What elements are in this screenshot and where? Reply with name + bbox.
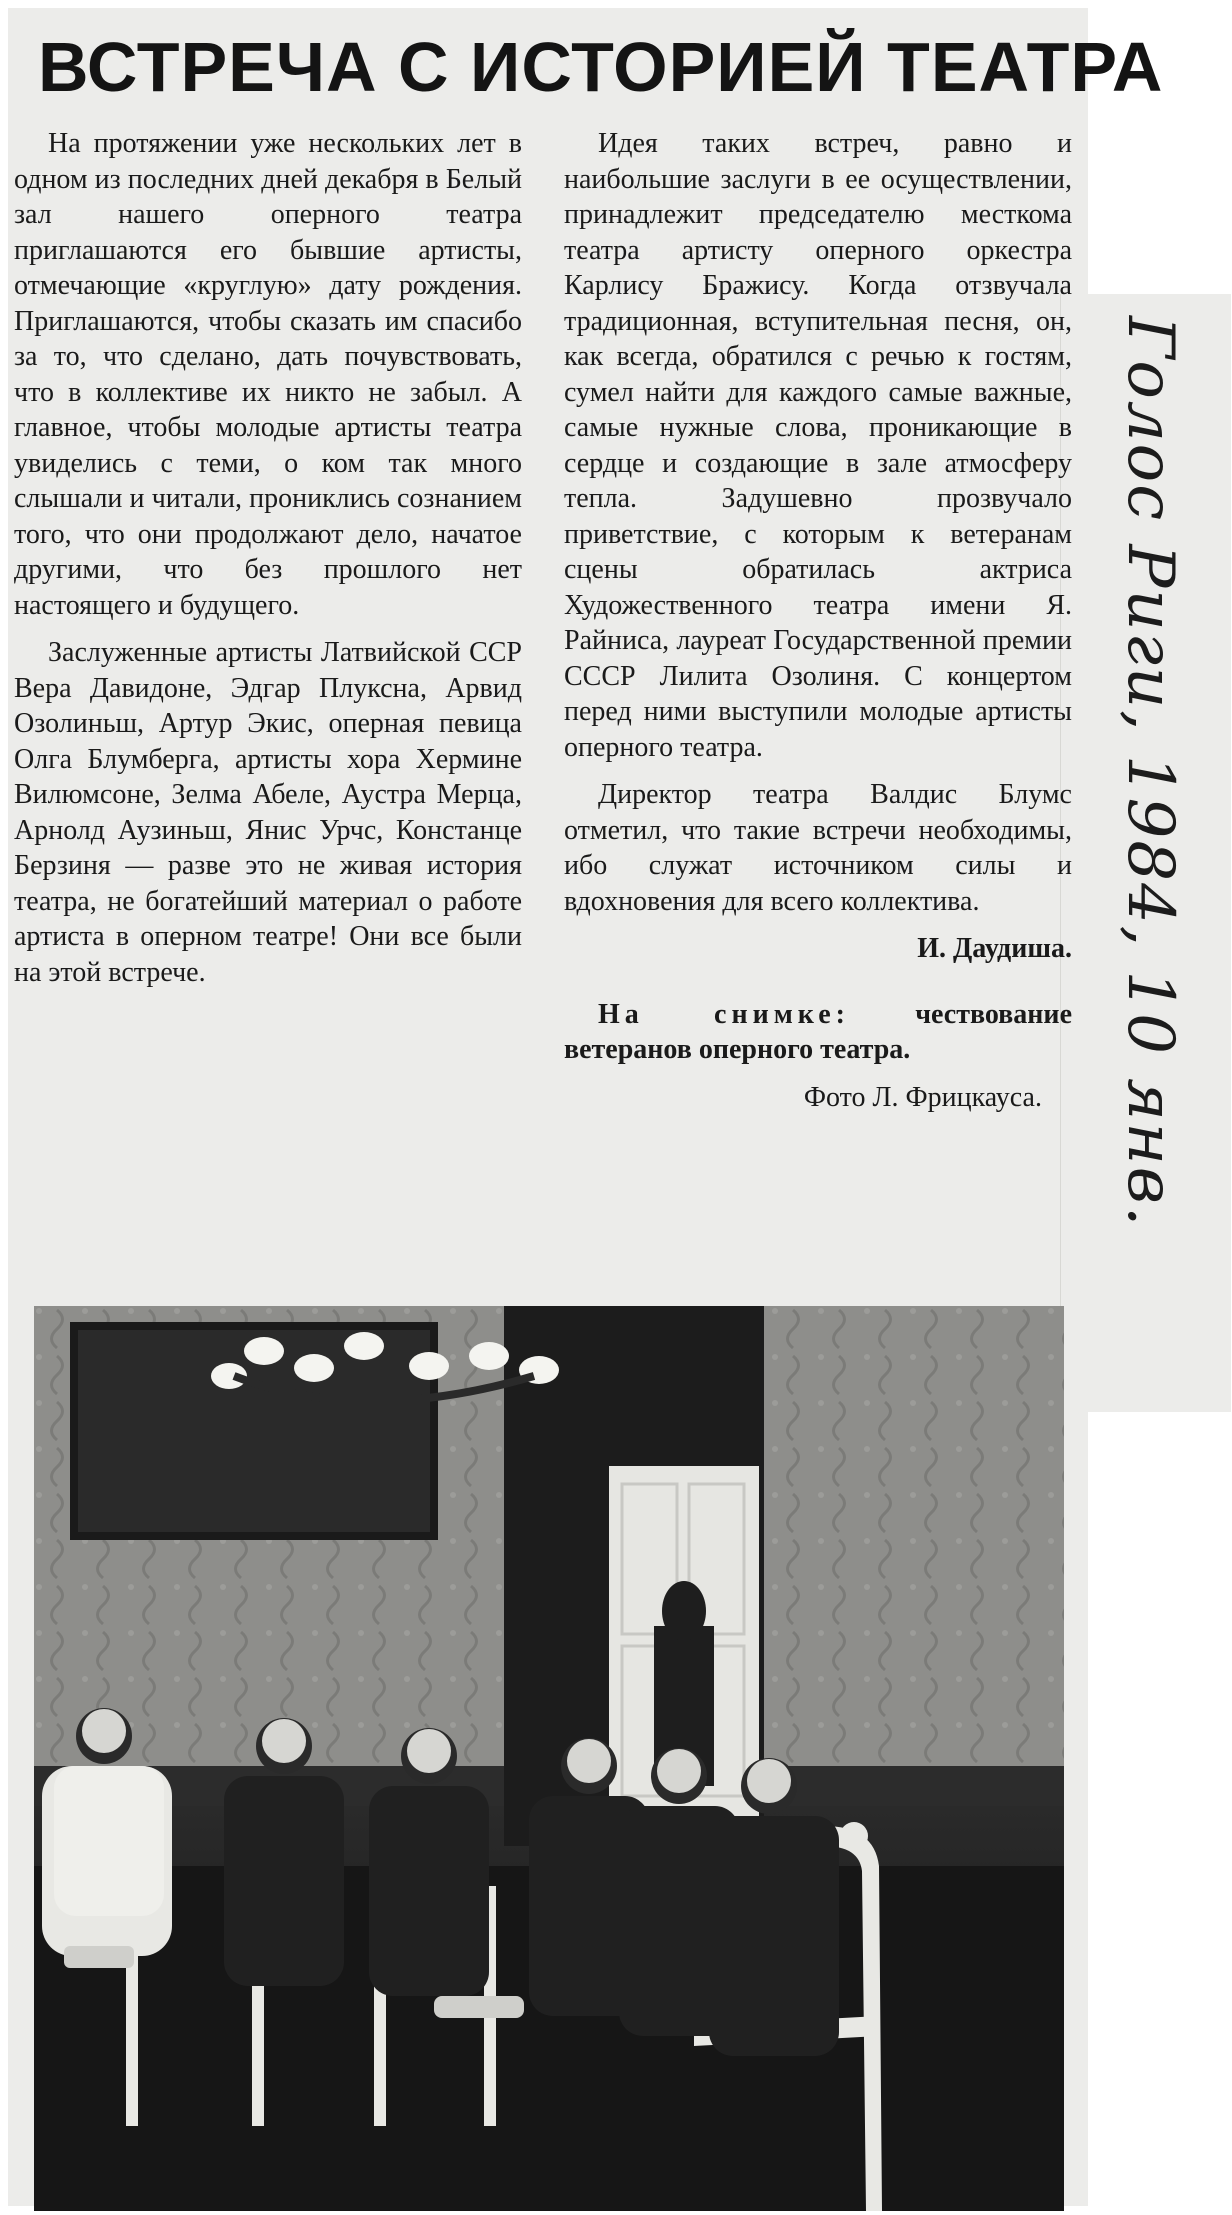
paragraph: На протяжении уже нескольких лет в одном из последних дней декабря в Белый зал нашего оперного театра приглашаются его бывшие артисты, отмечающие «круглую» дату рождения. Приглашаются, чтобы сказать им спасибо за то, что сделано, дать почувствовать, что в коллективе их никто не забыл. А главное, чтобы молодые артисты театра увиделись с теми, о ком так много слышали и читали, прониклись сознанием того, что они продолжают дело, начатое другими, что без прошлого нет настоящего и будущего. <box>14 128 522 621</box>
paragraph: Идея таких встреч, равно и наибольшие заслуги в ее осуществлении, принадлежит председателю месткома театра артисту оперного оркестра Карлису Бражису. Когда отзвучала традиционная, вступительная песня, он, как всегда, обратился с речью к гостям, сумел найти для каждого самые важные, самые нужные слова, проникающие в сердце и создающие в зале атмосферу тепла. Задушевно прозвучало приветствие, с которым к ветеранам сцены обратилась актриса Художественного театра имени Я. Райниса, лауреат Государственной премии СССР Лилита Озолиня. С концертом перед ними выступили молодые артисты оперного театра. <box>564 128 1072 763</box>
photo-credit: Фото Л. Фрицкауса. <box>803 1081 1042 1113</box>
photo-caption <box>564 997 1072 1068</box>
headline: ВСТРЕЧА С ИСТОРИЕЙ ТЕАТРА <box>38 28 1164 106</box>
paragraph: Директор театра Валдис Блумс отметил, что такие встречи необходимы, ибо служат источником силы и вдохновения для всего коллектива. <box>564 779 1072 917</box>
article-left-column <box>14 126 522 1002</box>
press-photo <box>34 1306 1064 2211</box>
press-photo-image <box>34 1306 1064 2211</box>
handwritten-note-text: Голос Риги, 1984, 10 янв. <box>1113 316 1187 1229</box>
author-byline: И. Даудиша. <box>917 933 1072 964</box>
article-right-column <box>564 126 1072 1115</box>
handwritten-note <box>1100 316 1200 1376</box>
caption-lead: На снимке: <box>598 998 850 1030</box>
paragraph: Заслуженные артисты Латвийской ССР Вера Давидоне, Эдгар Плуксна, Арвид Озолиньш, Артур Экис, оперная певица Олга Блумберга, артисты хора Хермине Вилюмсоне, Зелма Абеле, Аустра Мерца, Арнолд Аузиньш, Янис Урчс, Констанце Берзиня — разве это не живая история театра, не богатейший материал о работе артиста в оперном театре! Они все были на этой встрече. <box>14 637 522 988</box>
caption-text: чествование ветеранов оперного театра. <box>564 998 1072 1065</box>
